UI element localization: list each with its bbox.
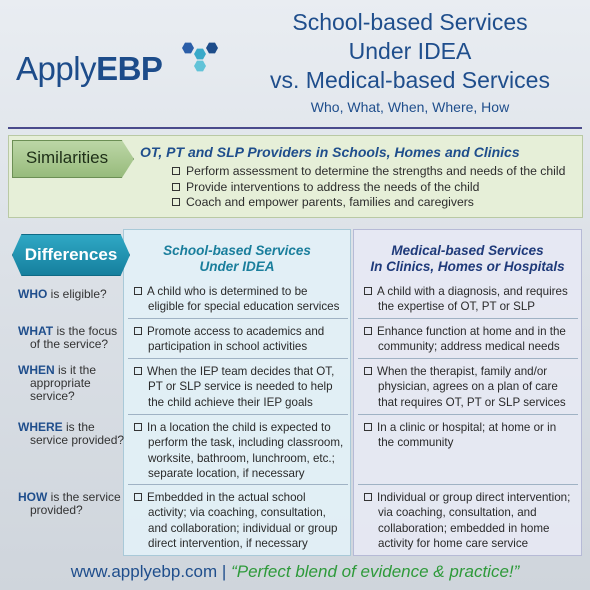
row-divider <box>128 484 348 485</box>
row-divider <box>358 358 578 359</box>
checkbox-icon <box>134 367 142 375</box>
row-divider <box>128 358 348 359</box>
header-divider <box>8 127 582 129</box>
row-divider <box>358 318 578 319</box>
school-cell-what: Promote access to academics and participation in school activities <box>134 324 324 355</box>
similarities-list <box>172 164 565 211</box>
checkbox-icon <box>364 493 372 501</box>
logo-hexagon-icon <box>182 42 194 54</box>
question-where: WHERE is the service provided? <box>18 420 125 447</box>
footer <box>0 562 590 582</box>
checkbox-icon <box>172 183 180 191</box>
page-title <box>230 8 590 118</box>
differences-badge-label: Differences <box>24 245 118 264</box>
school-cell-who: A child who is determined to be eligible for special education services <box>134 284 339 315</box>
school-cell-where: In a location the child is expected to perform the task, including classroom, worksite, bathroom, lunchroom, etc.; separate location, if necessary <box>134 420 343 481</box>
list-item: Provide interventions to address the needs of the child <box>172 180 565 196</box>
school-cell-when: When the IEP team decides that OT, PT or SLP service is needed to help the child achieve their IEP goals <box>134 364 334 410</box>
checkbox-icon <box>364 287 372 295</box>
checkbox-icon <box>364 327 372 335</box>
checkbox-icon <box>364 423 372 431</box>
title-line-1: School-based Services <box>292 9 528 35</box>
footer-tagline: “Perfect blend of evidence & practice!” <box>231 562 520 581</box>
logo-hexagon-icon <box>206 42 218 54</box>
checkbox-icon <box>364 367 372 375</box>
medical-cell-who: A child with a diagnosis, and requires the expertise of OT, PT or SLP <box>364 284 568 315</box>
checkbox-icon <box>172 198 180 206</box>
school-column-heading: School-based Services Under IDEA <box>163 243 311 274</box>
medical-cell-what: Enhance function at home and in the community; address medical needs <box>364 324 566 355</box>
footer-separator: | <box>221 562 227 581</box>
list-item: Coach and empower parents, families and caregivers <box>172 195 565 211</box>
row-divider <box>358 484 578 485</box>
similarities-heading: OT, PT and SLP Providers in Schools, Homes and Clinics <box>140 144 520 160</box>
row-divider <box>128 318 348 319</box>
checkbox-icon <box>134 423 142 431</box>
row-divider <box>358 414 578 415</box>
logo-text: ApplyEBP <box>16 50 163 87</box>
similarities-badge-label: Similarities <box>25 148 109 167</box>
title-subtitle: Who, What, When, Where, How <box>310 99 510 115</box>
checkbox-icon <box>172 167 180 175</box>
title-line-2: Under IDEA <box>348 38 472 64</box>
checkbox-icon <box>134 287 142 295</box>
title-line-3: vs. Medical-based Services <box>270 67 550 93</box>
logo-hexagon-icon <box>194 60 206 72</box>
school-cell-how: Embedded in the actual school activity; via coaching, consultation, and collaboration; individual or group direct intervention, if necessary <box>134 490 338 551</box>
checkbox-icon <box>134 493 142 501</box>
row-divider <box>128 414 348 415</box>
medical-column-heading: Medical-based Services In Clinics, Homes or Hospitals <box>370 243 565 274</box>
question-when: WHEN is it the appropriate service? <box>18 363 97 403</box>
website-link[interactable]: www.applyebp.com <box>70 562 218 581</box>
question-who: WHO is eligible? <box>18 287 107 301</box>
medical-cell-how: Individual or group direct intervention; via coaching, consultation, and collaboration; embedded in home activity for home care service <box>364 490 570 551</box>
logo-hexagon-icon <box>194 48 206 60</box>
medical-cell-where: In a clinic or hospital; at home or in the community <box>364 420 556 451</box>
list-item: Perform assessment to determine the strengths and needs of the child <box>172 164 565 180</box>
medical-cell-when: When the therapist, family and/or physician, agrees on a plan of care that requires OT, PT or SLP services <box>364 364 566 410</box>
question-how: HOW is the service provided? <box>18 490 121 517</box>
checkbox-icon <box>134 327 142 335</box>
question-what: WHAT is the focus of the service? <box>18 324 118 351</box>
